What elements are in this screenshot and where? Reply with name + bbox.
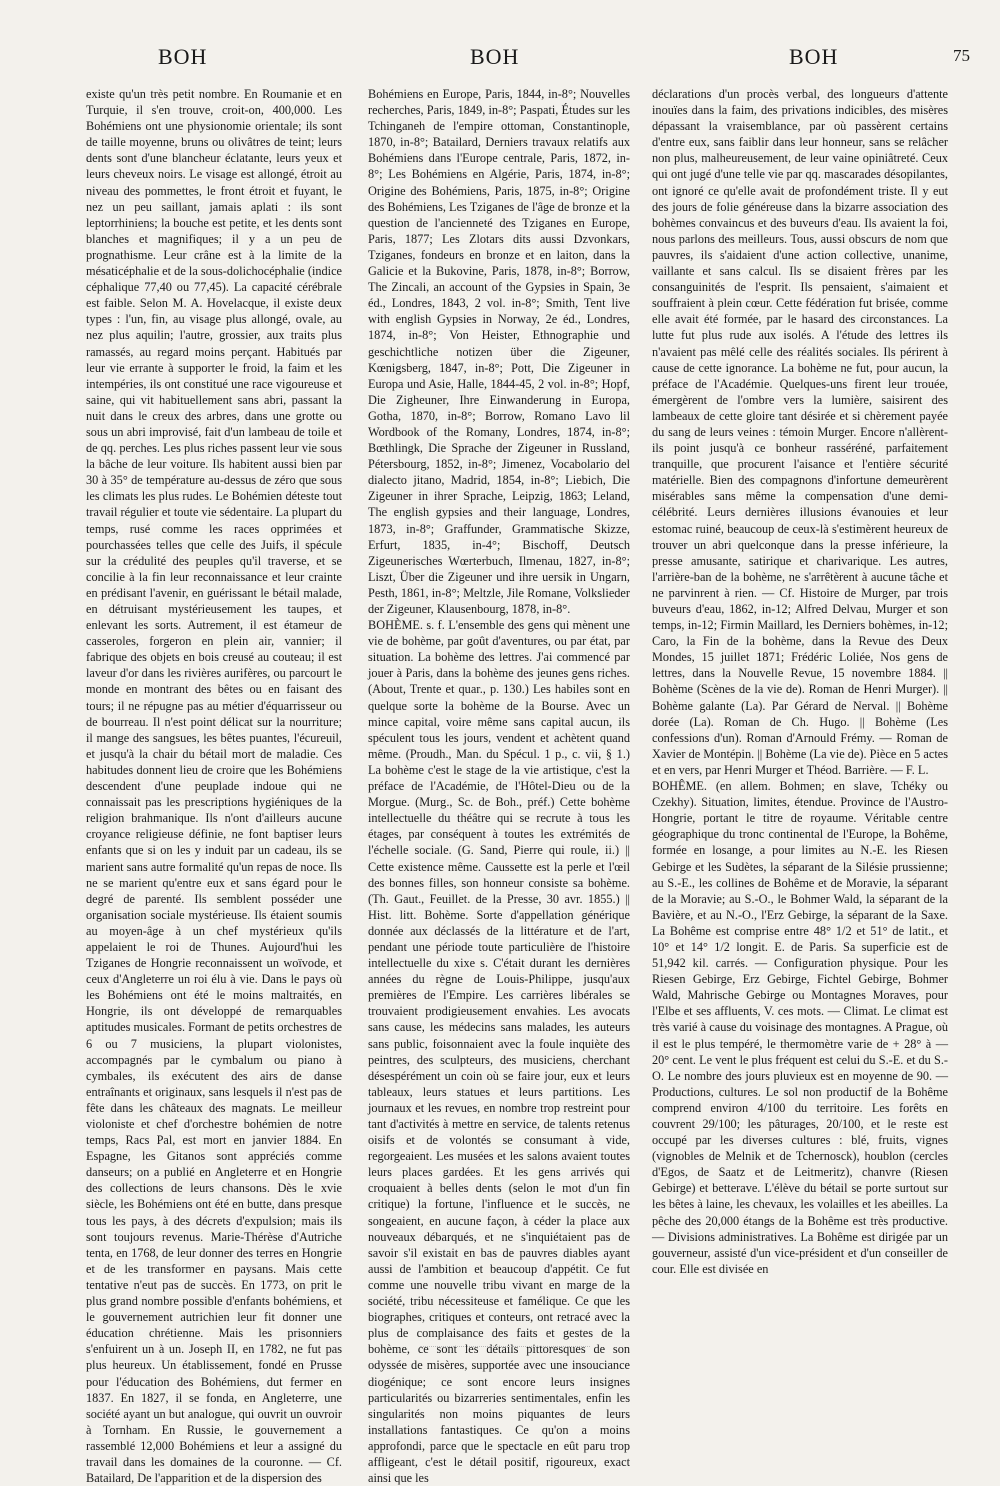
text-column-2 [368, 86, 630, 1486]
paragraph: Bohémiens en Europe, Paris, 1844, in-8°; Nouvelles recherches, Paris, 1849, in-8°; Paspati, Études sur les Tchinganeh de l'empire ottoman, Constantinople, 1870, in-8°; Batailard, Derniers travaux relatifs aux Bohémiens dans l'Europe centrale, Paris, 1872, in-8°; Les Bohémiens en Algérie, Paris, 1874, in-8°; Origine des Bohémiens, Paris, 1875, in-8°; Origine des Bohémiens, Les Tziganes de l'âge de bronze et la question de l'ancienneté des Tziganes en Europe, Paris, 1877; Les Zlotars dits aussi Dzvonkars, Tziganes, fondeurs en bronze et en laiton, dans la Galicie et la Bukovine, Paris, 1878, in-8°; Borrow, The Zincali, an account of the Gypsies in Spain, 3e éd., Londres, 1843, 2 vol. in-8°; Smith, Tent live with english Gypsies in Norway, 2e éd., Londres, 1874, in-8°; Von Heister, Ethnographie und geschichtliche notizen über die Zigeuner, Kœnigsberg, 1847, in-8°; Pott, Die Zigeuner in Europa und Asie, Halle, 1844-45, 2 vol. in-8°; Hopf, Die Zigheuner, Ihre Einwanderung in Europa, Gotha, 1870, in-8°; Borrow, Romano Lavo lil Wordbook of the Romany, Londres, 1874, in-8°; Bœthlingk, Die Sprache der Zigeuner in Russland, Pétersbourg, 1852, in-8°; Jimenez, Vocabolario del dialecto jitano, Madrid, 1854, in-8°; Liebich, Die Zigeuner in ihrer Sprache, Leipzig, 1863; Leland, The english gypsies and their language, Londres, 1873, in-8°; Graffunder, Grammatische Skizze, Erfurt, 1835, in-4°; Bischoff, Deutsch Zigeunerisches Wœrterbuch, Ilmenau, 1827, in-8°; Liszt, Über die Zigeuner und ihre uersik in Ungarn, Pesth, 1861, in-8°; Meltzle, Jile Romane, Volkslieder der Zigeuner, Klausenbourg, 1878, in-8°. [368, 87, 630, 616]
text-column-3 [652, 86, 948, 1341]
running-head-right: BOH [789, 44, 839, 69]
paragraph: déclarations d'un procès verbal, des longueurs d'attente inouïes dans la faim, des privations indicibles, des misères dépassant la vraisemblance, par où passèrent certains d'entre eux, sans faiblir dans leur honneur, sans se relâcher non plus, malheureusement, de leur vaine opiniâtreté. Ceux qui ont jugé d'une telle vie par qq. mascarades désopilantes, ont ignoré ce qu'elle avait de profondément triste. Il y eut des jours de folie généreuse dans la bizarre association des bohèmes convaincus et des buveurs d'eau. Ils avaient la foi, nous parlons des meilleurs. Tous, aussi obscurs de nom que pauvres, ils s'aidaient d'une action collective, unanime, vaillante et sans calcul. Ils se disaient frères par les consanguinités de l'esprit. Ils pensaient, s'aimaient et souffraient à plein cœur. Cette fédération fut brisée, comme elle avait été formée, par le hasard des circonstances. La lutte fut plus rude aux isolés. A l'étude des lettres ils n'avaient pas mêlé celle des réalités sociales. Ils périrent à cause de cette ignorance. La bohème ne fut, pour aucun, la préface de l'Académie. Quelques-uns firent leur trouée, émergèrent de l'ombre vers la lumière, saisirent des lambeaux de cette gloire tant désirée et si chèrement payée du sang de leurs veines : témoin Murger. Encore n'allèrent-ils point jusqu'à ce bonheur rasséréné, parfaitement tranquille, que procurent l'aisance et l'entière sécurité matérielle. Bien des compagnons d'infortune demeurèrent misérables sans même la compensation d'une demi-célébrité. Leurs dernières illusions évanouies et leur estomac ruiné, beaucoup de ceux-là s'estimèrent heureux de trouver un abri quelconque dans la presse inférieure, la presse amusante, satirique et charivarique. Les autres, l'arrière-ban de la bohème, ne s'arrêtèrent à aucune tâche et ne parvinrent à rien. — Cf. Histoire de Murger, par trois buveurs d'eau, 1862, in-12; Alfred Delvau, Murger et son temps, in-12; Firmin Maillard, les Derniers bohèmes, in-12; Caro, la Fin de la bohème, dans la Revue des Deux Mondes, 15 juillet 1871; Frédéric Loliée, Nos gens de lettres, dans la Nouvelle Revue, 15 novembre 1884. || Bohème (Scènes de la vie de). Roman de Henri Murger). || Bohème galante (La). Par Gérard de Nerval. || Bohème dorée (La). Roman de Ch. Hugo. || Bohème (Les confessions d'un). Roman d'Arnould Frémy. — Roman de Xavier de Montépin. || Bohème (La vie de). Pièce en 5 actes et en vers, par Henri Murger et Théod. Barrière. — F. L. [652, 87, 948, 777]
running-head-center: BOH [470, 44, 520, 69]
text-column-1 [86, 86, 342, 1486]
entry-boheme: BOHÈME. s. f. L'ensemble des gens qui mènent une vie de bohème, par goût d'aventures, ou par état, par situation. La bohème des lettres. J'ai commencé par jouer à Paris, dans la bohème des jeunes gens riches. (About, Trente et quar., p. 130.) Les habiles sont en quelque sorte la bohème de la Bourse. Avec un mince capital, voire même sans capital aucun, ils spéculent tous les jours, vendent et achètent quand même. (Proudh., Man. du Spécul. 1 p., c. vii, § 1.) La bohème c'est le stage de la vie artistique, c'est la préface de l'Académie, de l'Hôtel-Dieu ou de la Morgue. (Murg., Sc. de Boh., préf.) Cette bohème intellectuelle du théâtre qui se recrute à tous les étages, par conséquent à toutes les extrémités de l'échelle sociale. (G. Sand, Pierre qui roule, ii.) || Cette existence même. Caussette est la perle et l'œil des bonnes filles, son honneur consiste sa bohème. (Th. Gaut., Feuillet. de la Presse, 30 avr. 1855.) || Hist. litt. Bohème. Sorte d'appellation générique donnée aux déclassés de la littérature et de l'art, pendant une période toute particulière de l'histoire intellectuelle du xixe s. C'était durant les dernières années du règne de Louis-Philippe, jusqu'aux premières de l'Empire. Les carrières libérales se trouvaient prodigieusement envahies. Les avocats sans cause, les médecins sans malades, les auteurs sans public, foisonnaient avec la foule inquiète des peintres, des sculpteurs, des musiciens, cherchant désespérément un coin où se faire jour, eux et leurs tableaux, leurs statues et leurs partitions. Les journaux et les revues, en nombre trop restreint pour tant d'activités à mettre en service, de talents retenus oisifs et de volontés se consumant à vide, regorgeaient. Les musées et les salons avaient toutes leurs places gardées. Et les gens arrivés qui croquaient à belles dents (selon le mot d'un fin critique) la fortune, l'influence et le succès, ne songeaient, en aucune façon, à céder la place aux nouveaux débarqués, et ne s'inquiétaient pas de savoir s'il existait en bas de pauvres diables ayant aussi de l'ambition et beaucoup d'appétit. Ce fut comme une nouvelle tribu vivant en marge de la société, tribu nécessiteuse et famélique. Ce que les biographes, critiques et conteurs, ont retracé avec la plus de complaisance des faits et gestes de la bohème, ce sont les détails pittoresques de son odyssée de misères, supportée avec une insouciance diogénique; ce sont encore leurs insignes particularités ou bizarreries sentimentales, enfin les singularités non moins piquantes de leurs installations fantastiques. Ce qu'on a moins approfondi, parce que le spectacle en eût paru trop affligeant, c'est le détail positif, rigoureux, exact ainsi que les [368, 618, 630, 1486]
running-head-left: BOH [158, 44, 208, 69]
entry-boheme-country: BOHÊME. (en allem. Bohmen; en slave, Tchéky ou Czekhy). Situation, limites, étendue. Province de l'Austro-Hongrie, portant le titre de royaume. Véritable centre géographique du tronc continental de l'Europe, la Bohême, formée en losange, a pour limites au N.-E. les Riesen Gebirge et les Sudètes, la séparant de la Silésie prussienne; au S.-E., les collines de Bohême et de Moravie, la séparant de la Moravie; au S.-O., le Bohmer Wald, la séparant de la Bavière, et au N.-O., l'Erz Gebirge, la séparant de la Saxe. La Bohême est comprise entre 48° 1/2 et 51° de latit., et 10° et 14° 1/2 longit. E. de Paris. Sa superficie est de 51,942 kil. carrés. — Configuration physique. Pour les Riesen Gebirge, Erz Gebirge, Fichtel Gebirge, Bohmer Wald, Mahrische Gebirge ou Montagnes Moraves, pour l'Elbe et ses affluents, V. ces mots. — Climat. Le climat est très varié à cause du voisinage des montagnes. A Prague, où il est le plus tempéré, le thermomètre varie de + 28° à — 20° cent. Le vent le plus fréquent est celui du S.-E. et du S.-O. Le nombre des jours pluvieux est en moyenne de 90. — Productions, cultures. Le sol non productif de la Bohême comprend environ 4/100 du territoire. Les forêts en couvrent 29/100; les pâturages, 20/100, et le reste est occupé par les diverses cultures : blé, fruits, vignes (vignobles de Melnik et de Tchernosck), houblon (cercles d'Egos, de Saatz et de Leitmeritz), chanvre (Riesen Gebirge) et betterave. L'élève du bétail se porte surtout sur les bêtes à laine, les chevaux, les volailles et les abeilles. La pêche des 20,000 étangs de la Bohême est très productive. — Divisions administratives. La Bohême est dirigée par un gouverneur, assisté d'un vice-président et d'un conseiller de cour. Elle est divisée en [652, 779, 948, 1276]
page-bottom-divider [420, 1346, 590, 1347]
page-number: 75 [953, 46, 970, 65]
paragraph: existe qu'un très petit nombre. En Roumanie et en Turquie, il s'en trouve, croit-on, 400,000. Les Bohémiens ont une physionomie orientale; ils sont de taille moyenne, bruns ou olivâtres de teint; leurs dents sont d'une blancheur éclatante, leurs yeux et leurs cheveux noirs. Le visage est allongé, étroit au niveau des pommettes, le front étroit et fuyant, le nez un peu saillant, jamais aplati : ils sont leptorrhiniens; la bouche est petite, et les dents sont blanches et magnifiques; il y a un peu de prognathisme. Leur crâne est à la limite de la mésaticéphalie et de la sous-dolichocéphalie (indice céphalique 77,40 ou 77,45). La capacité cérébrale est faible. Selon M. A. Hovelacque, il existe deux types : l'un, fin, au visage plus allongé, ovale, au nez plus aquilin; l'autre, grossier, aux traits plus ramassés, au regard moins perçant. Habitués par leur vie errante à supporter le froid, la faim et les intempéries, ils ont constitué une race vigoureuse et saine, qui vit habituellement sans abri, passant la nuit dans le creux des arbres, dans une grotte ou sous un abri improvisé, fait d'un lambeau de toile et de qq. perches. Les plus riches passent leur vie sous la bâche de leur voiture. Ils habitent aussi bien par 30 à 35° de température au-dessus de zéro que sous les climats les plus rudes. Le Bohémien déteste tout travail régulier et toute vie sédentaire. La plupart du temps, rusé comme les races opprimées et pourchassées telles que celle des Juifs, il spécule sur la crédulité des peuples qu'il traverse, et se concilie à la fin leur reconnaissance et leur crainte en prédisant l'avenir, en guérissant le bétail malade, en détruisant mystérieusement les taupes, et enlevant les sorts. Autrement, il est étameur de casseroles, forgeron en plein air, vannier; il fabrique des objets en bois creusé au couteau; il est laveur d'or dans les rivières aurifères, ou parcourt le monde en montrant des bêtes ou en faisant des tours; il ne répugne pas au métier d'équarrisseur ou de bourreau. Il n'est point délicat sur la nourriture; il mange des sangsues, les bêtes puantes, l'écureuil, et jusqu'à la chair du bétail mort de maladie. Ces habitudes donnent lieu de croire que les Bohémiens descendent d'une peuplade indoue qui ne connaissait pas les prescriptions hygiéniques de la religion brahmanique. Ils n'ont d'ailleurs aucune croyance religieuse définie, ne font baptiser leurs enfants que si on les y induit par un cadeau, ils se marient sans autre formalité qu'un repas de noce. Ils ne se marient qu'entre eux et sans égard pour le degré de parenté. Ils semblent posséder une organisation sociale mystérieuse. Ils étaient soumis au moyen-âge à un chef mystérieux qu'ils appelaient le roi de Thunes. Aujourd'hui les Tziganes de Hongrie reconnaissent un woïvode, et ceux d'Angleterre un roi élu à vie. Dans le pays où les Bohémiens ont été le moins maltraités, en Hongrie, ils ont développé de remarquables aptitudes musicales. Formant de petits orchestres de 6 ou 7 musiciens, la plupart violonistes, accompagnés par le cymbalum ou piano à cymbales, ils exécutent des airs de danse entraînants et originaux, sans lesquels il n'est pas de fête dans les châteaux des magnats. Le meilleur violoniste et chef d'orchestre bohémien de notre temps, Racs Pal, est mort en janvier 1884. En Espagne, les Gitanos sont appréciés comme danseurs; on a publié en Angleterre et en Hongrie des collections de leurs chansons. Dès le xvie siècle, les Bohémiens ont été en butte, dans presque tous les pays, à des décrets d'expulsion; mais ils sont toujours revenus. Marie-Thérèse d'Autriche tenta, en 1768, de leur donner des terres en Hongrie et de les transformer en paysans. Mais cette tentative n'eut pas de succès. En 1773, on prit le plus grand nombre possible d'enfants bohémiens, et le gouvernement autrichien leur fit donner une éducation chrétienne. Mais les prisonniers s'enfuirent un à un. Joseph II, en 1782, ne fut pas plus heureux. Un établissement, fondé en Prusse pour l'éducation des Bohémiens, dut fermer en 1837. En 1827, il se fonda, en Angleterre, une société ayant un but analogue, qui ouvrit un ouvroir à Tornham. En Russie, le gouvernement a rassemblé 12,000 Bohémiens et leur a assigné du travail dans les domaines de la couronne. — Cf. Batailard, De l'apparition et de la dispersion des [86, 87, 342, 1486]
